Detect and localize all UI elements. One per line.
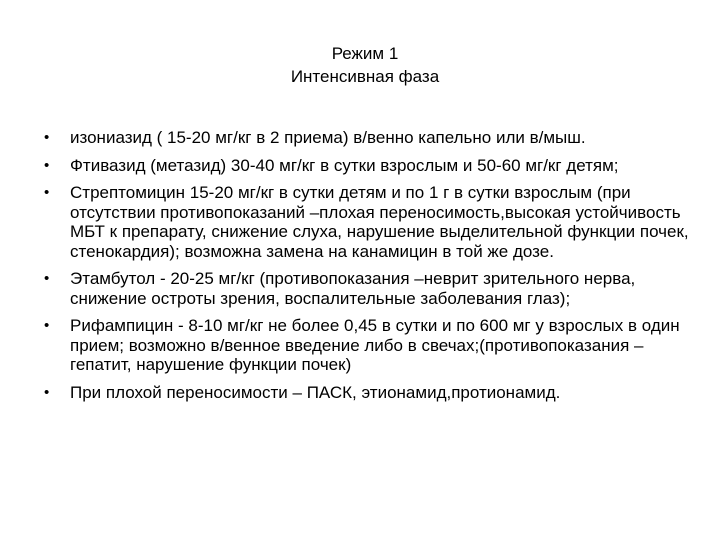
- list-item-text: Фтивазид (метазид) 30-40 мг/кг в сутки взрослым и 50-60 мг/кг детям;: [70, 155, 619, 175]
- bullet-icon: •: [44, 184, 50, 201]
- title-line-1: Режим 1: [331, 44, 399, 63]
- bullet-icon: •: [44, 317, 50, 334]
- list-item: [44, 128, 694, 148]
- slide-title: [0, 42, 720, 88]
- list-item: [44, 383, 694, 403]
- list-item: [44, 269, 694, 308]
- list-item: [44, 183, 694, 261]
- bullet-icon: •: [44, 270, 50, 287]
- bullet-icon: •: [44, 156, 50, 174]
- list-item-text: Рифампицин - 8-10 мг/кг не более 0,45 в сутки и по 600 мг у взрослых в один прием; возможно в/венное введение либо в свечах;(противопоказания –гепатит, нарушение функции почек): [70, 316, 680, 374]
- bullet-icon: •: [44, 383, 50, 401]
- list-item-text: Стрептомицин 15-20 мг/кг в сутки детям и по 1 г в сутки взрослым (при отсутствии противопоказаний –плохая переносимость,высокая устойчивость МБТ к препарату, снижение слуха, нарушение выделительной функции почек, стенокардия); возможна замена на канамицин в той же дозе.: [70, 183, 689, 261]
- bullet-icon: •: [44, 129, 50, 146]
- list-item: [44, 156, 694, 176]
- bullet-list: [44, 128, 694, 410]
- list-item-text: изониазид ( 15-20 мг/кг в 2 приема) в/венно капельно или в/мыш.: [70, 128, 586, 147]
- title-line-2: Интенсивная фаза: [290, 67, 440, 86]
- list-item: [44, 316, 694, 375]
- list-item-text: Этамбутол - 20-25 мг/кг (противопоказания –неврит зрительного нерва, снижение остроты зрения, воспалительные заболевания глаз);: [70, 269, 636, 308]
- list-item-text: При плохой переносимости – ПАСК, этионамид,протионамид.: [70, 382, 561, 402]
